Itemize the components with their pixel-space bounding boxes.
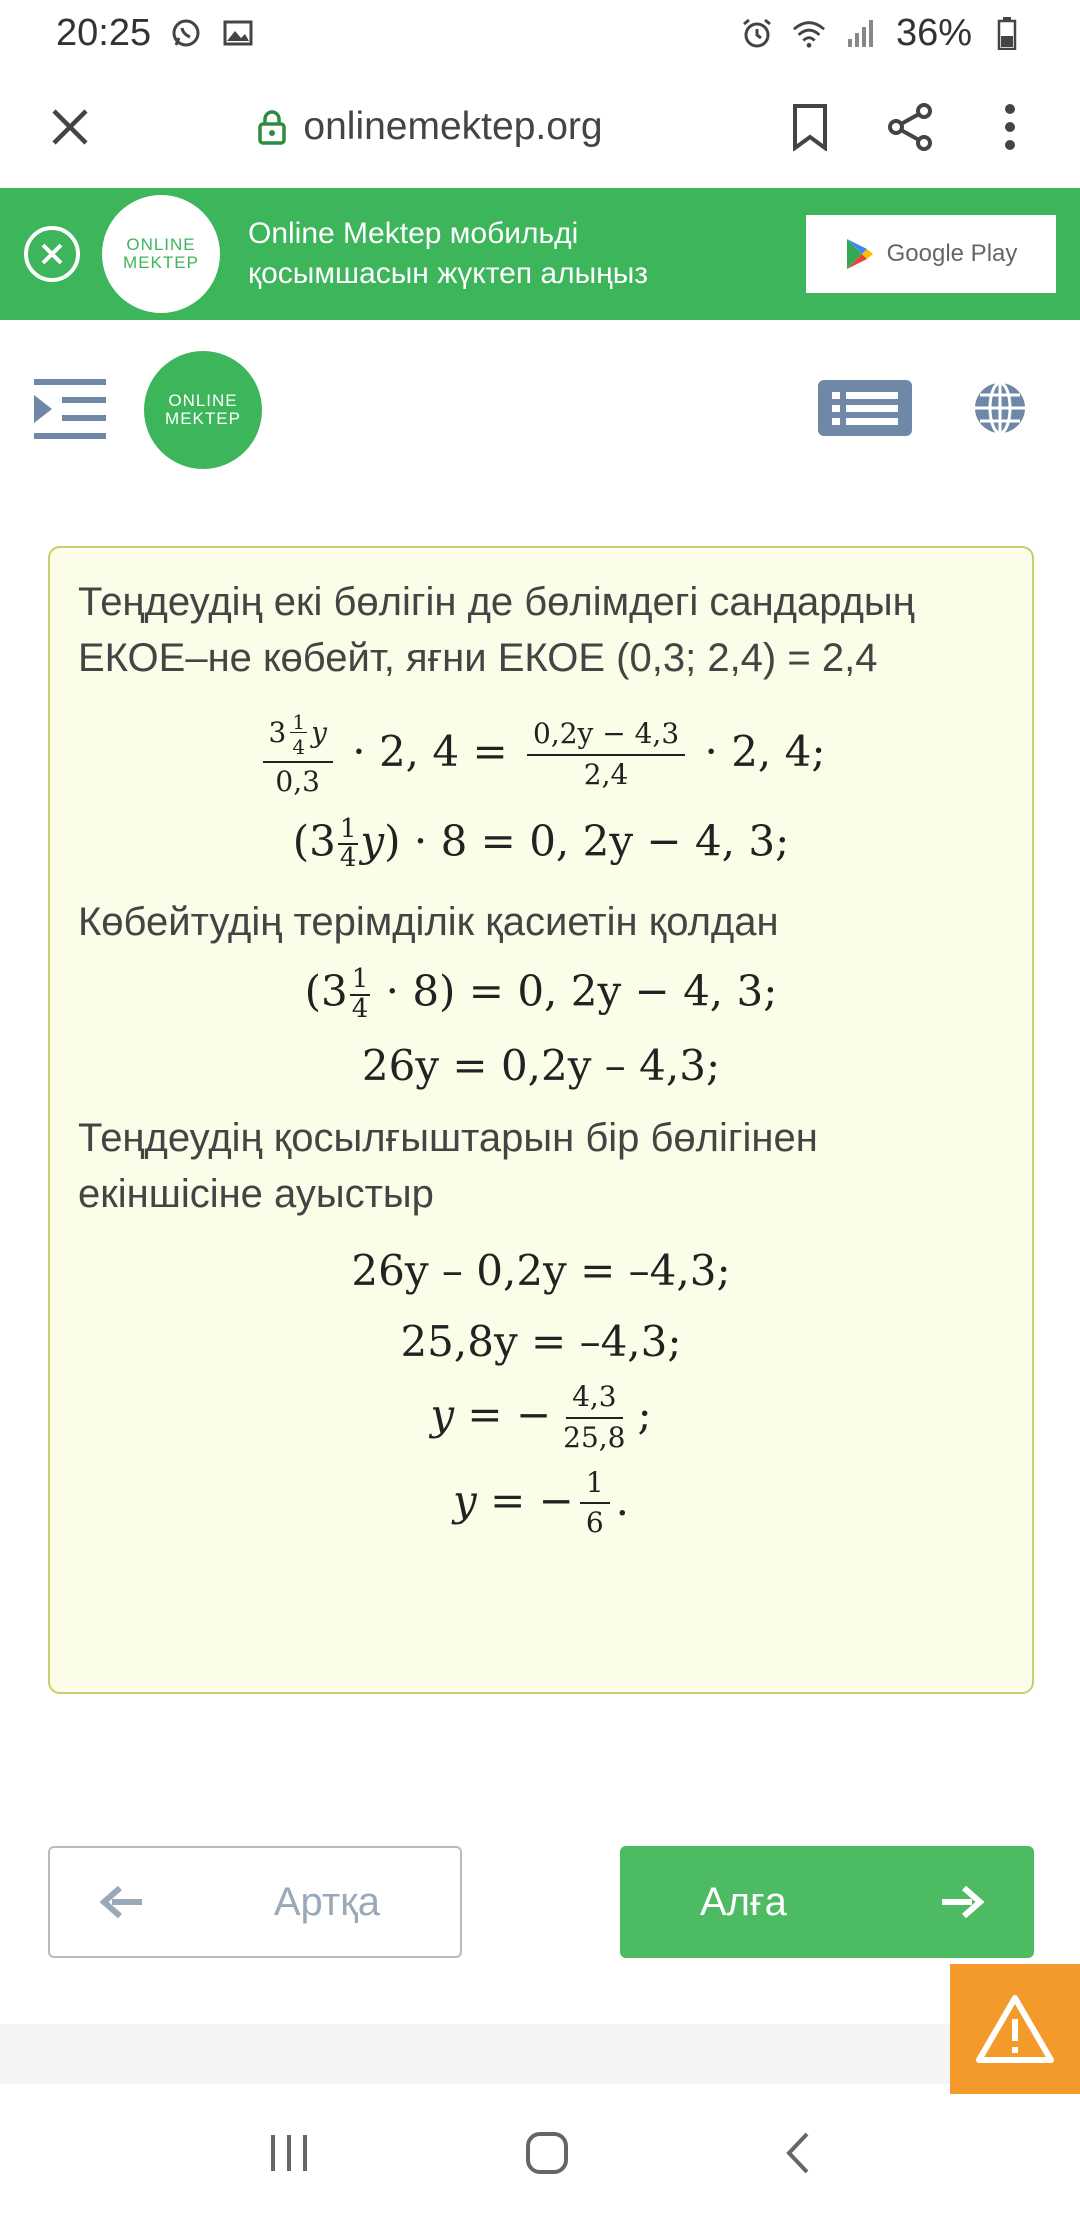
language-button[interactable] — [972, 380, 1028, 441]
banner-close-button[interactable] — [24, 226, 80, 282]
google-play-label: Google Play — [886, 240, 1018, 267]
equation-step-2: (3 $\frac{1}{4}$ y) · 8 = 0, 2y − 4, 3; — [292, 813, 790, 874]
app-install-banner — [0, 188, 1080, 320]
equation-step-6: 25,8y = –4,3; — [400, 1316, 682, 1366]
bookmark-button[interactable] — [780, 97, 840, 157]
report-problem-button[interactable] — [950, 1964, 1080, 2094]
menu-toggle-button[interactable] — [32, 375, 108, 445]
whatsapp-icon — [169, 16, 203, 50]
back-button-label: Артқа — [273, 1879, 380, 1924]
back-chevron-icon — [783, 2130, 813, 2176]
equation-step-4: 26y = 0,2y – 4,3; — [361, 1040, 721, 1090]
more-vert-icon — [1002, 103, 1018, 151]
equation-step-3: (3 $\frac{1}{4}$ · 8) = 0, 2y − 4, 3; — [304, 964, 778, 1024]
share-button[interactable] — [880, 97, 940, 157]
wifi-icon — [792, 16, 826, 50]
lock-icon — [257, 109, 287, 145]
close-tab-button[interactable] — [40, 97, 100, 157]
next-button-label: Алға — [700, 1879, 787, 1924]
banner-text: Online Mektep мобильді қосымшасын жүктеп алыңыз — [248, 217, 649, 290]
close-icon — [50, 107, 90, 147]
site-header — [0, 320, 1080, 500]
battery-percent: 36% — [895, 11, 972, 54]
gallery-icon — [221, 16, 255, 50]
signal-icon — [844, 16, 878, 50]
banner-logo: ONLINE MEKTEP — [102, 195, 220, 313]
solution-step-2-text: Көбейтудің терімділік қасиетін қолдан — [78, 900, 779, 945]
menu-indent-icon — [32, 375, 108, 445]
equation-step-8: y = − $\frac{1}{6}$ . — [452, 1465, 629, 1540]
browser-toolbar — [0, 66, 1080, 188]
solution-step-3-text: Теңдеудің қосылғыштарын бір бөлігінен екіншісіне ауыстыр — [78, 1115, 818, 1216]
url-text: onlinemektep.org — [303, 105, 603, 148]
globe-icon — [972, 380, 1028, 436]
close-icon — [40, 242, 64, 266]
warning-icon — [975, 1993, 1055, 2065]
list-icon — [818, 380, 912, 436]
system-back-button[interactable] — [783, 2130, 813, 2181]
solution-step-1-text: Теңдеудің екі бөлігін де бөлімдегі сандардың ЕКОЕ–не көбейт, яғни ЕКОЕ (0,3; 2,4) = 2,4 — [78, 580, 915, 680]
arrow-right-icon — [940, 1884, 984, 1920]
list-view-button[interactable] — [818, 380, 912, 441]
site-logo[interactable]: ONLINE MEKTEP — [144, 351, 262, 469]
equation-step-5: 26y – 0,2y = –4,3; — [351, 1245, 731, 1295]
fraction-right: $\frac{0,2y - 4,3}{2,4}$ — [527, 719, 685, 791]
alarm-icon — [740, 16, 774, 50]
back-button[interactable] — [48, 1846, 462, 1958]
equation-step-7: y = − $\frac{4,3}{25,8}$ ; — [430, 1379, 652, 1454]
google-play-button[interactable] — [806, 215, 1056, 293]
more-options-button[interactable] — [980, 97, 1040, 157]
share-icon — [884, 101, 936, 153]
equation-lcm-multiply: 3 $\frac{1}{4}$ y 0,3 · 2, 4 = $\frac{0,2y - 4,3}{2,4}$ · 2, 4; — [78, 712, 1004, 798]
next-button[interactable] — [620, 1846, 1034, 1958]
battery-icon — [990, 16, 1024, 50]
bookmark-icon — [790, 103, 830, 151]
recent-apps-button[interactable] — [267, 2133, 311, 2178]
home-icon — [524, 2130, 570, 2176]
arrow-left-icon — [100, 1884, 144, 1920]
status-bar — [0, 0, 1080, 66]
solution-panel — [48, 546, 1034, 1694]
address-bar[interactable] — [160, 105, 700, 149]
status-time: 20:25 — [56, 11, 152, 54]
home-button[interactable] — [524, 2130, 570, 2181]
recent-apps-icon — [267, 2133, 311, 2173]
google-play-icon — [845, 237, 875, 271]
fraction-left: 3 $\frac{1}{4}$ y 0,3 — [263, 712, 333, 798]
footer-strip — [0, 2024, 950, 2084]
android-navigation-bar — [0, 2090, 1080, 2220]
